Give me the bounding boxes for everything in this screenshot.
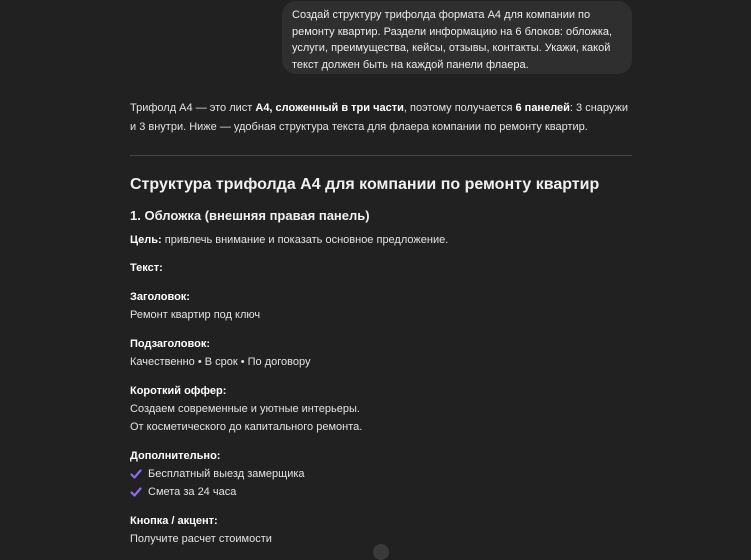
cta-label: Кнопка / акцент: (130, 515, 218, 527)
user-message-bubble (282, 1, 632, 74)
intro-bold-1: А4, сложенный в три части (255, 102, 404, 114)
checklist-item (130, 467, 305, 481)
cta-value: Получите расчет стоимости (130, 533, 272, 545)
text-label: Текст: (130, 262, 163, 274)
section-heading-cover: 1. Обложка (внешняя правая панель) (130, 208, 370, 223)
offer-label: Короткий оффер: (130, 385, 227, 397)
goal-text: привлечь внимание и показать основное предложение. (161, 234, 449, 246)
headline-label: Заголовок: (130, 291, 190, 303)
subheadline-value: Качественно • В срок • По договору (130, 356, 311, 368)
checklist-item-text: Смета за 24 часа (148, 486, 237, 498)
goal-label: Цель: (130, 234, 162, 246)
offer-line-1: Создаем современные и уютные интерьеры. (130, 403, 360, 415)
check-icon (130, 486, 142, 498)
divider (130, 155, 632, 156)
user-message-text: Создай структуру трифолда формата А4 для компании по ремонту квартир. Раздели информацию на 6 блоков: обложка, услуги, преимущества, кейсы, отзывы, контакты. Укажи, какой текст должен быть на каждой панели флаера. (292, 9, 613, 71)
intro-text-2: , поэтому получается (403, 102, 516, 114)
subheadline-label: Подзаголовок: (130, 338, 210, 350)
checklist-item (130, 485, 236, 499)
check-icon (130, 468, 142, 480)
intro-bold-2: 6 панелей (515, 102, 570, 114)
intro-text-1: Трифолд А4 — это лист (130, 102, 256, 114)
scroll-down-icon[interactable] (373, 544, 389, 560)
intro-paragraph (130, 99, 632, 137)
goal-line (130, 233, 448, 247)
answer-title: Структура трифолда А4 для компании по ремонту квартир (130, 176, 600, 193)
intro-text-3: : 3 снаружи и 3 внутри. Ниже — удобная структура текста для флаера компании по ремонту квартир. (130, 102, 629, 133)
offer-line-2: От косметического до капитального ремонта. (130, 421, 363, 433)
headline-value: Ремонт квартир под ключ (130, 309, 261, 321)
assistant-message (130, 99, 632, 545)
checklist-item-text: Бесплатный выезд замерщика (148, 468, 305, 480)
extra-label: Дополнительно: (130, 450, 221, 462)
